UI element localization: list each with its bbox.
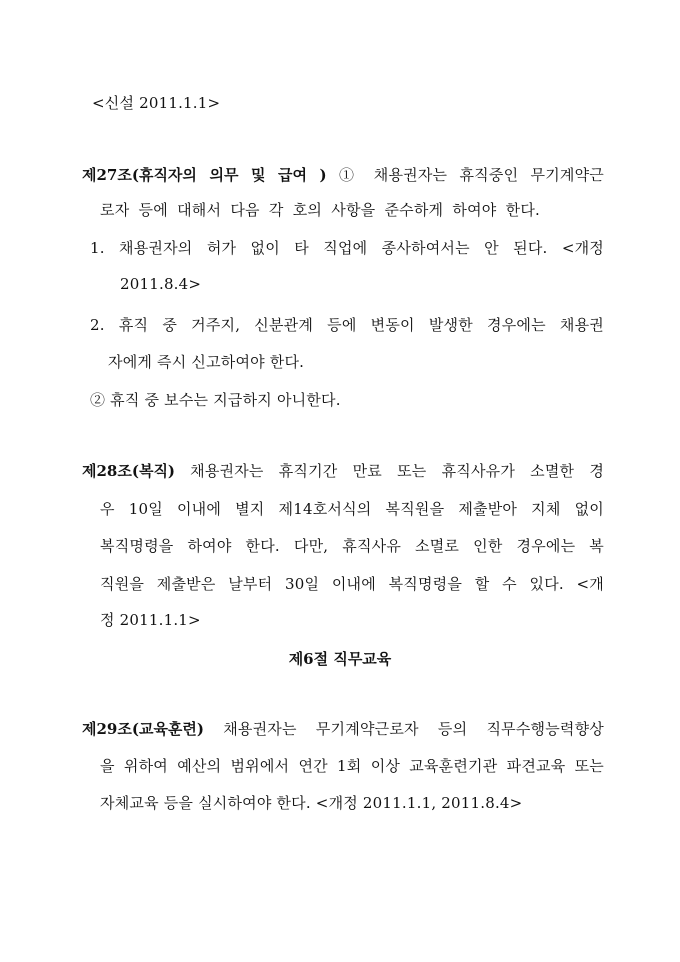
article-29-line-3: 자체교육 등을 실시하여야 한다. <개정 2011.1.1, 2011.8.4>	[100, 794, 523, 812]
article-27-line-2: 로자 등에 대해서 다음 각 호의 사항을 준수하게 하여야 한다.	[100, 201, 540, 219]
article-29-heading: 제29조(교육훈련)	[82, 720, 205, 738]
article-28-line-5: 정 2011.1.1>	[100, 611, 201, 629]
article-28-line-1	[82, 460, 604, 482]
article-29-text-1: 채용권자는 무기계약근로자 등의 직무수행능력향상	[223, 720, 604, 738]
article-28-heading: 제28조(복직)	[82, 462, 176, 480]
article-27-paragraph-2: ② 휴직 중 보수는 지급하지 아니한다.	[90, 391, 341, 409]
article-27-text-1: ① 채용권자는 휴직중인 무기계약근	[338, 166, 604, 184]
section-title: 제6절 직무교육	[288, 650, 392, 668]
article-29-line-2: 을 위하여 예산의 범위에서 연간 1회 이상 교육훈련기관 파견교육 또는	[100, 757, 604, 775]
article-28-text-1: 채용권자는 휴직기간 만료 또는 휴직사유가 소멸한 경	[190, 462, 604, 480]
article-27-heading: 제27조(휴직자의 의무 및 급여 )	[82, 166, 327, 184]
article-27-line-1	[82, 164, 604, 186]
article-27-item-2-cont: 자에게 즉시 신고하여야 한다.	[108, 353, 305, 371]
amendment-note: <신설 2011.1.1>	[92, 94, 221, 112]
article-27-item-1: 1. 채용권자의 허가 없이 타 직업에 종사하여서는 안 된다. <개정	[90, 239, 604, 257]
article-29-line-1	[82, 718, 604, 740]
article-28-line-2: 우 10일 이내에 별지 제14호서식의 복직원을 제출받아 지체 없이	[100, 500, 604, 518]
article-28-line-4: 직원을 제출받은 날부터 30일 이내에 복직명령을 할 수 있다. <개	[100, 575, 604, 593]
article-28-line-3: 복직명령을 하여야 한다. 다만, 휴직사유 소멸로 인한 경우에는 복	[100, 537, 604, 555]
article-27-item-2: 2. 휴직 중 거주지, 신분관계 등에 변동이 발생한 경우에는 채용권	[90, 316, 604, 334]
article-27-item-1-cont: 2011.8.4>	[120, 275, 202, 293]
